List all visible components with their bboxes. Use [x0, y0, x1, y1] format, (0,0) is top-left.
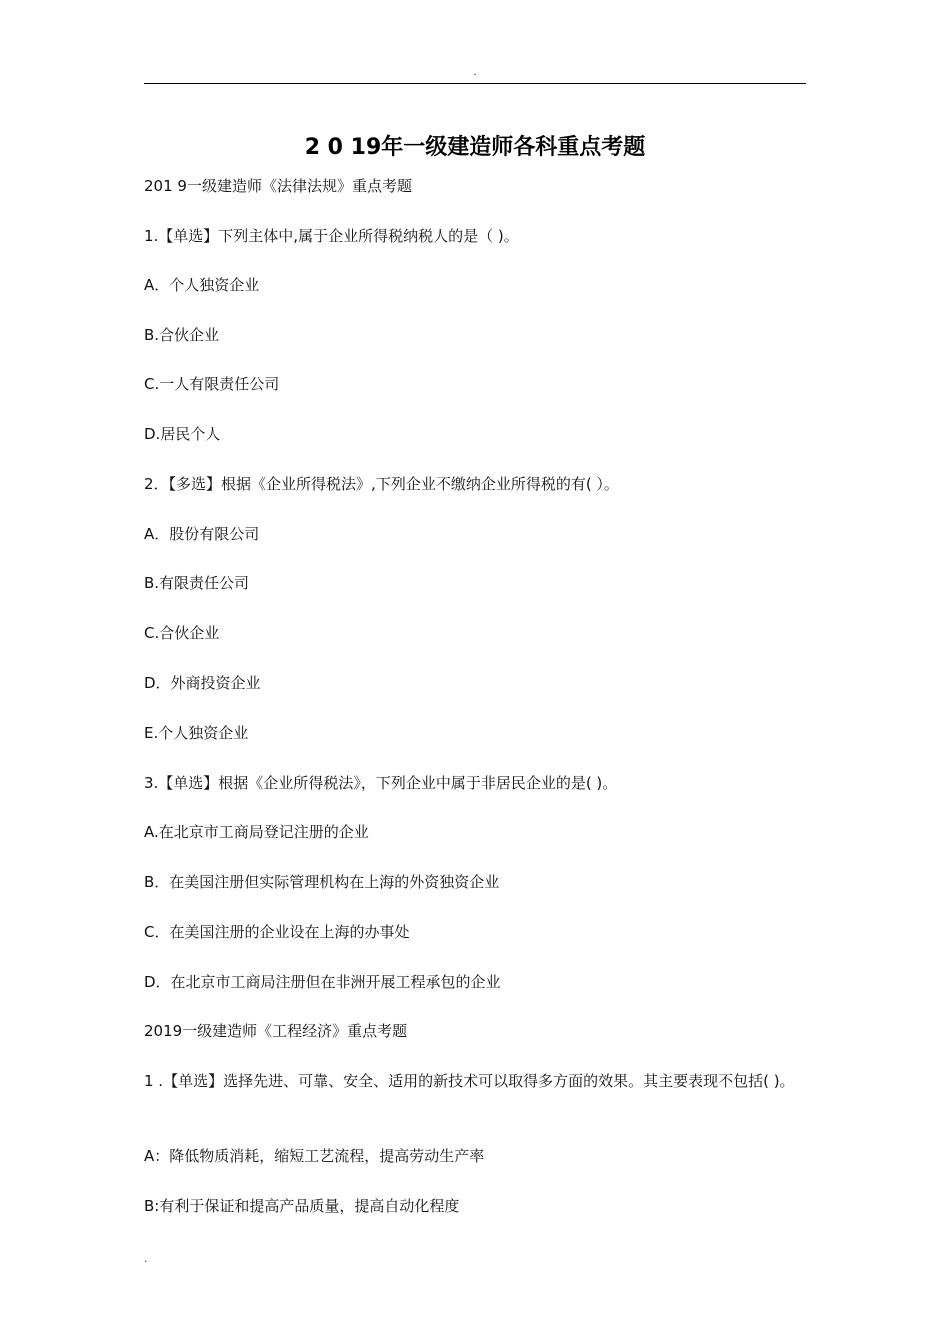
option-3d: D．在北京市工商局注册但在非洲开展工程承包的企业	[144, 973, 501, 991]
option-1c: C.一人有限责任公司	[144, 375, 280, 393]
section-heading-economics: 2019一级建造师《工程经济》重点考题	[144, 1022, 408, 1040]
option-3b: B．在美国注册但实际管理机构在上海的外资独资企业	[144, 873, 500, 891]
page-title: 2 0 19年一级建造师各科重点考题	[304, 135, 646, 160]
option-2b: B.有限责任公司	[144, 574, 250, 592]
header-mark: .	[473, 65, 477, 78]
question-2: 2．【多选】根据《企业所得税法》,下列企业不缴纳企业所得税的有( ）。	[144, 475, 619, 493]
question-3: 3.【单选】根据《企业所得税法》，下列企业中属于非居民企业的是( )。	[144, 774, 618, 792]
section-heading-law: 201 9一级建造师《法律法规》重点考题	[144, 177, 412, 195]
option-econ-1a: A：降低物质消耗，缩短工艺流程，提高劳动生产率	[144, 1147, 485, 1165]
header-rule	[144, 83, 806, 84]
option-1d: D.居民个人	[144, 425, 221, 443]
option-2a: A．股份有限公司	[144, 525, 260, 543]
option-econ-1b: B:有利于保证和提高产品质量，提高自动化程度	[144, 1197, 460, 1215]
option-3a: A.在北京市工商局登记注册的企业	[144, 823, 369, 841]
option-2e: E.个人独资企业	[144, 724, 249, 742]
footer-mark: .	[144, 1252, 148, 1265]
question-econ-1: 1 .【单选】选择先进、可靠、安全、适用的新技术可以取得多方面的效果。其主要表现不包括( )。	[144, 1072, 795, 1090]
option-1b: B.合伙企业	[144, 326, 220, 344]
option-3c: C．在美国注册的企业设在上海的办事处	[144, 923, 410, 941]
question-1: 1.【单选】下列主体中,属于企业所得税纳税人的是（ )。	[144, 227, 519, 245]
option-2d: D．外商投资企业	[144, 674, 261, 692]
option-2c: C.合伙企业	[144, 624, 220, 642]
option-1a: A．个人独资企业	[144, 276, 260, 294]
